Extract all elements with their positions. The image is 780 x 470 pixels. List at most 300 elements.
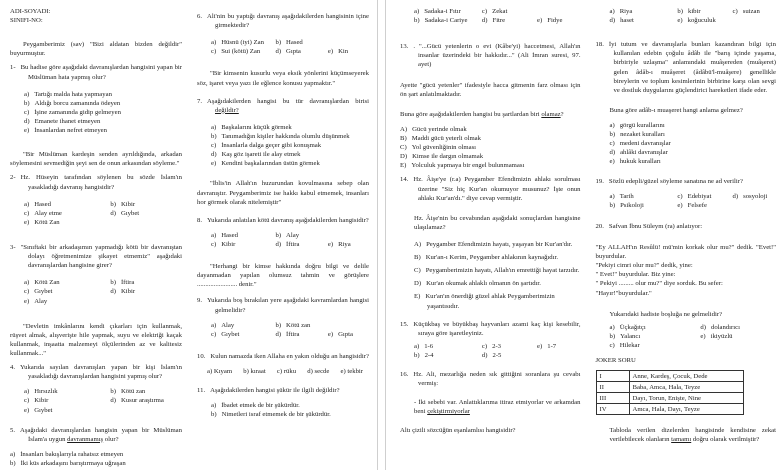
question-number: 14. — [400, 176, 409, 184]
option-letter: b) — [275, 321, 282, 329]
question-number: 11. — [197, 387, 206, 395]
answer-option — [24, 297, 106, 306]
answer-option — [211, 410, 369, 419]
option-text: Kötü zan — [120, 388, 146, 396]
option-letter: b) — [211, 411, 217, 419]
option-letter: d) — [24, 117, 30, 125]
option-letter: d) — [481, 351, 488, 359]
answer-option — [414, 253, 581, 262]
answer-option — [24, 200, 106, 209]
question-text: Aşağıdaki davranışlardan hangisin yapan bir Müslüman İslam'a uygun davranmamış olur? — [20, 426, 182, 443]
option-letter: b) — [24, 99, 30, 107]
option-text: Kaş göz işareti ile alay etmek — [221, 151, 301, 159]
answer-option — [610, 16, 674, 25]
option-letter: c) — [24, 108, 30, 116]
table-row — [596, 382, 743, 393]
table-row-numeral: II — [596, 382, 629, 393]
answer-option — [400, 125, 581, 134]
text-line: SINIFI-NO: — [10, 17, 43, 25]
spacer — [10, 227, 182, 238]
question — [10, 63, 182, 81]
answer-option — [24, 218, 106, 227]
text-line: " Evet!" buyurdular. Biz yine: — [595, 271, 676, 279]
option-letter: a) — [609, 192, 615, 200]
option-text: Emanete ihanet etmeyen — [34, 117, 101, 125]
paragraph: Hz. Âişe'nin bu cevabından aşağıdaki sonuçlardan hangisine ulaşılamaz? — [414, 214, 581, 231]
exam-page-2 — [386, 0, 780, 470]
answer-option — [400, 134, 581, 143]
option-text: 1-6 — [424, 342, 434, 350]
option-text: İbadet etmek de bir şükürdür. — [221, 402, 300, 410]
answer-option — [275, 231, 323, 240]
option-letter: E) — [414, 293, 421, 301]
answer-option — [211, 159, 369, 168]
option-text: Gücü yerinde olmak — [412, 125, 467, 133]
option-letter: B) — [414, 254, 421, 262]
page-1-columns — [10, 7, 369, 470]
answer-option — [110, 297, 182, 306]
option-text: Sui (kötü) Zan — [221, 48, 261, 56]
paragraph: "Bir kimsenin kusurlu veya eksik yönlerini küçümseyerek söz, işaret veya yazı ile eğlence konusu yapmaktır." — [197, 70, 369, 87]
answer-option — [328, 47, 369, 56]
option-letter: d) — [700, 323, 706, 331]
option-text: Alay — [221, 321, 235, 329]
answer-option — [328, 321, 369, 330]
text-line: "Hayır!"buyurdular." — [595, 289, 652, 297]
option-letter: a) — [211, 231, 217, 239]
answer-option — [211, 330, 271, 339]
answer-option — [211, 150, 369, 159]
option-text: İftira — [286, 240, 300, 248]
option-letter: e) — [211, 160, 217, 168]
answer-option — [24, 126, 182, 135]
option-letter: a) — [609, 323, 615, 331]
answer-option — [677, 7, 728, 16]
option-text: Hırsızlık — [34, 388, 58, 396]
option-text: Başkalarını küçük görmek — [221, 123, 292, 131]
spacer — [596, 210, 777, 217]
question — [197, 12, 369, 30]
option-text: Gıybet — [34, 406, 53, 414]
paragraph: Ayette "gücü yetenler" ifadesiyle hacca gitmenin farz olması için ön şart anlatılmaktadır. — [400, 81, 581, 98]
option-text: nezaket kuralları — [620, 131, 665, 139]
option-letter: a) — [414, 342, 420, 350]
option-text: İftira — [286, 330, 300, 338]
option-text: Kur'an okumak ahlaklı olmanın ön şartıdır. — [426, 280, 541, 288]
answer-option — [10, 450, 182, 459]
option-text: Zekat — [492, 8, 508, 15]
table-row-numeral: I — [596, 371, 629, 382]
option-letter: e) — [677, 17, 683, 25]
question — [400, 175, 581, 202]
question-number: 5. — [10, 426, 16, 434]
page-2-column-2 — [596, 7, 777, 470]
question-text: Aşağıdakilerden hangisi bu tür davranışlardan birisi değildir? — [207, 97, 369, 114]
answer-option — [24, 387, 106, 396]
option-text: sosyoloji — [743, 192, 768, 200]
paragraph: "İblis'in Allah'ın huzurundan kovulmasına sebep olan davranıştır. Peygamberimiz ise hakkı kabul etmemek, insanları hor görmek olarak nitelemiştir" — [197, 180, 369, 206]
spacer — [10, 135, 182, 145]
option-text: Gıybet — [221, 330, 240, 338]
option-letter: b) — [275, 39, 282, 47]
answer-option — [610, 332, 697, 341]
answer-option — [733, 201, 776, 210]
options-grid — [596, 7, 777, 25]
answer-option — [211, 47, 271, 56]
answer-option — [110, 406, 182, 415]
option-text: Alay — [286, 231, 300, 239]
option-text: görgü kurallarını — [619, 121, 665, 129]
table-row — [596, 393, 743, 404]
answer-option: a) Kıyam — [207, 367, 233, 375]
option-letter: D) — [414, 280, 422, 288]
answer-option — [537, 16, 580, 25]
question-number: 15. — [400, 320, 409, 328]
option-text: Yalancı — [620, 332, 641, 340]
option-text: Fidye — [547, 17, 563, 25]
question-text: Hz. Hüseyin tarafından söylenen bu sözde İslam'ın yasakladığı davranış hangisidir? — [20, 174, 182, 191]
spacer — [197, 115, 369, 123]
options-list — [400, 240, 581, 311]
options-list — [197, 401, 369, 419]
question-number: 7. — [197, 97, 203, 105]
option-letter: c) — [481, 8, 488, 15]
option-text: Hased — [286, 39, 303, 47]
option-letter: a) — [211, 123, 217, 131]
option-letter: e) — [327, 330, 334, 338]
spacer — [400, 70, 581, 76]
answer-option — [211, 231, 271, 240]
option-text: İnsanlarla dalga geçer gibi konuşmak — [221, 142, 322, 150]
answer-option — [414, 240, 581, 249]
answer-option — [275, 240, 323, 249]
page-1-column-1 — [10, 7, 182, 470]
answer-option — [733, 7, 776, 16]
option-text: İftira — [120, 279, 135, 287]
answer-option — [610, 341, 697, 350]
option-letter: c) — [732, 8, 738, 15]
option-letter: e) — [24, 406, 30, 414]
option-text: Gıybet — [34, 288, 53, 296]
option-text: Psikoloji — [620, 201, 644, 209]
option-text: Hüsnü (iyi) Zan — [221, 39, 264, 47]
answer-option — [414, 279, 581, 288]
question — [10, 173, 182, 191]
option-text: Maddi gücü yeterli olmak — [411, 134, 481, 142]
spacer — [197, 339, 369, 347]
option-text: Kur'an'ın önerdiği güzel ahlak Peygamberimizin yaşantısıdır. — [425, 293, 555, 310]
answer-option — [482, 16, 533, 25]
answer-option — [414, 292, 581, 310]
question-number: 10. — [197, 352, 206, 360]
answer-option — [211, 123, 369, 132]
answer-option — [677, 201, 728, 210]
option-letter: b) — [677, 8, 683, 15]
option-letter: d) — [275, 240, 282, 248]
option-letter: a) — [609, 8, 615, 15]
option-text: Peygamberimizin hayatı, Allah'ın emrettiği hayat tarzıdır. — [425, 267, 580, 275]
option-text: Fitre — [492, 17, 506, 25]
spacer — [197, 207, 369, 211]
option-text: kibir — [687, 8, 701, 15]
table-row-numeral: IV — [596, 404, 629, 415]
option-text: Tartığı malda hata yapmayan — [34, 90, 112, 98]
options-list — [10, 450, 182, 468]
option-text: Kötü Zan — [34, 218, 60, 226]
paragraph: Yukarıdaki hadiste boşluğa ne gelmelidir? — [609, 310, 723, 318]
option-text: Sadaka-i Cariye — [424, 17, 468, 25]
question-text: Küçükbaş ve büyükbaş hayvanları azami kaç kişi kesebilir, sıraya göre işaretleyiniz. — [413, 320, 581, 337]
option-text: Kendini başkalarından üstün görmek — [221, 160, 320, 168]
question-number: 2- — [10, 174, 16, 182]
answer-option — [700, 332, 776, 341]
option-letter: d) — [609, 149, 616, 157]
question — [10, 426, 182, 444]
option-text: Hased — [221, 231, 238, 239]
option-letter: c) — [24, 288, 30, 296]
option-letter: a) — [24, 90, 30, 98]
answer-option: d) secde — [307, 367, 330, 375]
question-number: 16. — [400, 371, 409, 379]
question — [197, 352, 369, 361]
answer-option — [400, 161, 581, 170]
spacer — [596, 95, 777, 101]
page-1-column-2 — [197, 7, 369, 470]
question — [197, 97, 369, 115]
spacer — [197, 168, 369, 174]
paragraph: Buna göre aşağıdakilerden hangisi bu şartlardan biri olamaz? — [400, 110, 564, 118]
option-text: İnsanları bakışlarıyla rahatsız etmeyen — [20, 450, 124, 458]
option-text: Riya — [338, 240, 351, 248]
answer-option — [24, 396, 106, 405]
answer-option — [211, 401, 369, 410]
answer-option — [414, 16, 478, 25]
option-letter: c) — [609, 341, 615, 349]
answer-option — [700, 323, 776, 332]
option-text: ahlâki davranışlar — [620, 149, 668, 157]
question-number: 1- — [10, 64, 16, 72]
paragraph: - İki sebebi var. Anlattıklarıma itiraz etmiyorlar ve arkamdan beni çekiştirmiyorlar — [414, 399, 581, 416]
option-letter: b) — [275, 231, 282, 239]
option-text: Kur'an-ı Kerim, Peygamber ahlakının kaynağıdır. — [425, 254, 559, 262]
question-number: 6. — [197, 13, 203, 20]
question-text: Yukarıda boş bırakılan yere aşağıdaki kavramlardan hangisi gelmelidir? — [207, 297, 369, 314]
answer-option — [24, 406, 106, 415]
answer-option — [537, 342, 580, 351]
question-text: Sözlü edepli/güzel söyleme sanatına ne ad verilir? — [608, 177, 743, 185]
option-text: hukuk kuralları — [619, 158, 661, 166]
answer-option — [482, 342, 533, 351]
options-list — [400, 125, 581, 171]
answer-option — [110, 218, 182, 227]
question-number: 19. — [595, 177, 604, 185]
options-list — [197, 123, 369, 169]
answer-option — [275, 321, 323, 330]
options-grid — [197, 231, 369, 249]
answer-option — [414, 342, 478, 351]
table-row-values: Dayı, Torun, Enişte, Nine — [629, 393, 743, 404]
option-letter: b) — [110, 388, 116, 396]
table-row — [596, 404, 743, 415]
option-text: Kin — [338, 48, 349, 56]
question-text: Hz. Ali, mezarlığa neden sık gittiğini soranlara şu cevabı vermiş: — [413, 371, 581, 388]
option-letter: D) — [400, 153, 408, 161]
answer-option — [24, 108, 182, 117]
options-grid — [596, 323, 777, 350]
answer-option — [110, 200, 182, 209]
table-row — [596, 371, 743, 382]
question-number: 13. — [400, 43, 409, 51]
option-letter: e) — [700, 332, 706, 340]
spacer — [10, 270, 182, 278]
option-text: haset — [620, 17, 634, 25]
option-text: Kibir — [120, 200, 136, 208]
spacer — [10, 192, 182, 200]
answer-option — [10, 459, 182, 468]
option-text: Tarih — [619, 192, 634, 200]
option-letter: b) — [10, 459, 16, 467]
question-number: 9. — [197, 297, 203, 305]
answer-option — [610, 121, 777, 130]
spacer — [400, 203, 581, 209]
answer-option — [275, 38, 323, 47]
option-letter: a) — [10, 450, 16, 458]
option-letter: c) — [677, 192, 683, 200]
option-letter: a) — [211, 402, 217, 410]
option-letter: a) — [609, 121, 615, 129]
answer-option — [24, 209, 106, 218]
question-number: 18. — [595, 41, 604, 49]
answer-option — [275, 47, 323, 56]
options-list — [596, 121, 777, 167]
option-text: İnsanlardan nefret etmeyen — [34, 127, 107, 135]
answer-option — [482, 351, 533, 360]
paragraph: Altı çizili sözcüğün eşanlamlısı hangisidir? — [400, 426, 516, 434]
option-letter: e) — [24, 297, 30, 305]
option-text: İşine zamanında gidip gelmeyen — [34, 108, 121, 116]
option-letter: c) — [211, 330, 217, 338]
option-letter: a) — [24, 279, 30, 287]
option-letter: b) — [609, 131, 616, 139]
question — [197, 386, 369, 395]
spacer — [400, 388, 581, 393]
option-letter: e) — [537, 17, 543, 25]
option-letter: A) — [400, 125, 408, 133]
option-text: Aldığı borcu zamanında ödeyen — [34, 99, 121, 107]
option-letter: d) — [211, 151, 217, 159]
answer-option — [24, 287, 106, 296]
answer-option — [414, 351, 478, 360]
text-line: JOKER SORU — [595, 357, 636, 365]
answer-option — [328, 38, 369, 47]
option-text: Alay — [34, 297, 48, 305]
spacer — [197, 88, 369, 92]
answer-option: b) kıraat — [243, 367, 266, 375]
spacer — [596, 415, 777, 421]
option-text: Yol güvenliğinin olması — [411, 144, 477, 152]
answer-option — [537, 7, 580, 16]
question — [596, 222, 777, 231]
answer-option — [211, 141, 369, 150]
spacer — [400, 417, 581, 421]
option-text: Riya — [619, 8, 633, 15]
option-letter: C) — [414, 267, 421, 275]
option-letter: e) — [24, 127, 30, 135]
option-text: Gıpta — [338, 330, 353, 338]
answer-option — [610, 130, 777, 139]
option-text: Kötü zan — [286, 321, 311, 329]
question-text: "Sınıftaki bir arkadaşımın yapmadığı kötü bir davranıştan dolayı öğretmenimize şikayet etmemiz" aşağıdaki davranışlardan hangisine girer? — [20, 243, 182, 270]
spacer — [10, 415, 182, 421]
options-grid — [596, 192, 777, 210]
option-letter: e) — [609, 158, 615, 166]
question-text: Yukarıda sayılan davranışları yapan bir kişi İslam'ın yasakladığı davranışlardan hangisini yapmış olur? — [20, 364, 182, 381]
option-text: Hilekar — [619, 341, 640, 349]
answer-option — [110, 387, 182, 396]
answer-option — [211, 38, 271, 47]
option-letter: c) — [211, 142, 217, 150]
question-number: 4. — [10, 364, 16, 372]
question-text: Bu hadise göre aşağıdaki davranışlardan hangisini yapan bir Müslüman hata yapmış olur? — [20, 64, 182, 81]
question — [197, 296, 369, 314]
answer-option — [610, 323, 697, 332]
paragraph: "Ey ALLAH'ın Resûlü! mü'min korkak olur mu?" dedik. "Evet!" buyurdular. — [595, 243, 776, 261]
option-text: Kusur araştırma — [120, 397, 164, 405]
page-2-columns — [400, 7, 776, 470]
answer-option — [110, 287, 182, 296]
option-letter: c) — [211, 240, 217, 248]
question-text: Kulun namazda iken Allaha en yakın olduğu an hangisidir? — [210, 352, 369, 360]
question-text: Aşağıdakilerden hangisi şükür ile ilgili değildir? — [210, 387, 340, 395]
exam-page-1 — [0, 0, 377, 470]
answer-option — [414, 266, 581, 275]
option-letter: b) — [414, 17, 420, 25]
option-text: Kötü Zan — [34, 279, 60, 287]
spacer — [400, 232, 581, 236]
option-letter: e) — [327, 48, 334, 56]
option-text: 2-3 — [492, 342, 502, 350]
question-text: Yukarıda anlatılan kötü davranış aşağıdakilerden hangisidir? — [207, 216, 369, 224]
option-text: Felsefe — [687, 201, 707, 209]
spacer — [400, 360, 581, 365]
answer-option — [275, 330, 323, 339]
option-letter: b) — [609, 332, 616, 340]
answer-option — [610, 201, 674, 210]
options-grid — [400, 342, 581, 360]
option-text: Kibir — [34, 397, 49, 405]
options-grid — [197, 38, 369, 56]
option-letter: e) — [537, 342, 543, 350]
option-letter: d) — [732, 192, 739, 200]
question-number: 20. — [595, 222, 604, 230]
spacer — [197, 289, 369, 291]
option-text: Gıpta — [286, 48, 301, 56]
option-letter: b) — [414, 351, 420, 359]
answer-option — [700, 341, 776, 350]
answer-option — [211, 132, 369, 141]
option-text: Edebiyat — [687, 192, 712, 200]
answer-option — [677, 16, 728, 25]
option-letter: d) — [275, 330, 282, 338]
option-text: Alay etme — [34, 209, 62, 217]
question — [400, 370, 581, 388]
spacer — [400, 311, 581, 315]
answer-option — [733, 16, 776, 25]
option-text: medeni davranışlar — [619, 140, 671, 148]
answer-option — [400, 152, 581, 161]
answer-option — [328, 231, 369, 240]
answer-option — [610, 139, 777, 148]
